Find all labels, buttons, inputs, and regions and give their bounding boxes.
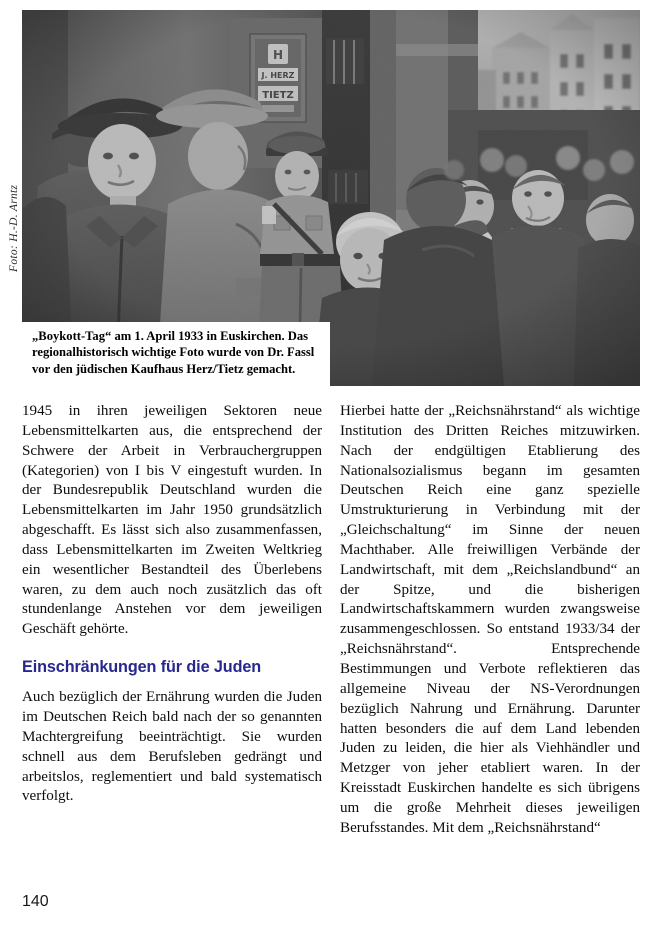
- photo-credit: Foto: H.-D. Arntz: [8, 184, 20, 272]
- paragraph: Hierbei hatte der „Reichsnährstand“ als wichtige Institution des Dritten Reiches mitzuwirken. Nach der endgültigen Etablierung des Nationalsozialismus begann im gesamten Deutschen Reich eine ganz spezielle Umstrukturierung in Verbindung mit der „Gleichschaltung“ im Sinne der neuen Machthaber. Alle freiwilligen Verbände der Landwirtschaft, mit dem „Reichslandbund“ an der Spitze, und die bisherigen Landwirtschaftskammern wurden zwangsweise zusammengeschlossen. So entstand 1933/34 der „Reichsnährstand“. Entsprechende Bestimmungen und Verbote reflektieren das allgemeine Niveau der NS-Verordnungen bezüglich Nahrung und Ernährung. Darunter hatten besonders die auf dem Land lebenden Juden zu leiden, die hier als Viehhändler und Metzger von jeher etabliert waren. In der Kreisstadt Euskirchen handelte es sich übrigens um die große Mehrheit dieses jeweiligen Berufsstandes. Mit dem „Reichsnährstand“: [340, 403, 640, 836]
- paragraph: 1945 in ihren jeweiligen Sektoren neue Lebensmittelkarten aus, die entsprechend der Schwere der Arbeit in Verbrauchergruppen (Kategorien) von I bis V eingestuft wurden. In der Bundesrepublik Deutschland wurden die Lebensmittelkarten im Jahr 1950 grundsätzlich abgeschafft. Es lässt sich also zusammenfassen, dass Lebensmittelkarten im Zweiten Weltkrieg ein wesentlicher Bestandteil des Überlebens waren, zu dem auch noch zusätzlich das oft stundenlange Anstehen vor dem jeweiligen Geschäft gehörte.: [22, 403, 322, 638]
- text-column-right: [340, 402, 640, 839]
- page-number: 140: [22, 893, 49, 910]
- photo-caption-box: [22, 322, 330, 390]
- text-column-left: [22, 402, 322, 807]
- section-heading: Einschränkungen für die Juden: [22, 658, 262, 677]
- paragraph: Auch bezüglich der Ernährung wurden die Juden im Deutschen Reich bald nach der so genannten Machtergreifung beeinträchtigt. Sie wurden schnell aus dem Berufsleben gedrängt und arbeitslos, reglementiert und bald systematisch verfolgt.: [22, 689, 322, 805]
- photo-caption-text: „Boykott-Tag“ am 1. April 1933 in Euskirchen. Das regionalhistorisch wichtige Foto wurde von Dr. Fassl vor den jüdischen Kaufhaus Herz/Tietz gemacht.: [32, 329, 315, 376]
